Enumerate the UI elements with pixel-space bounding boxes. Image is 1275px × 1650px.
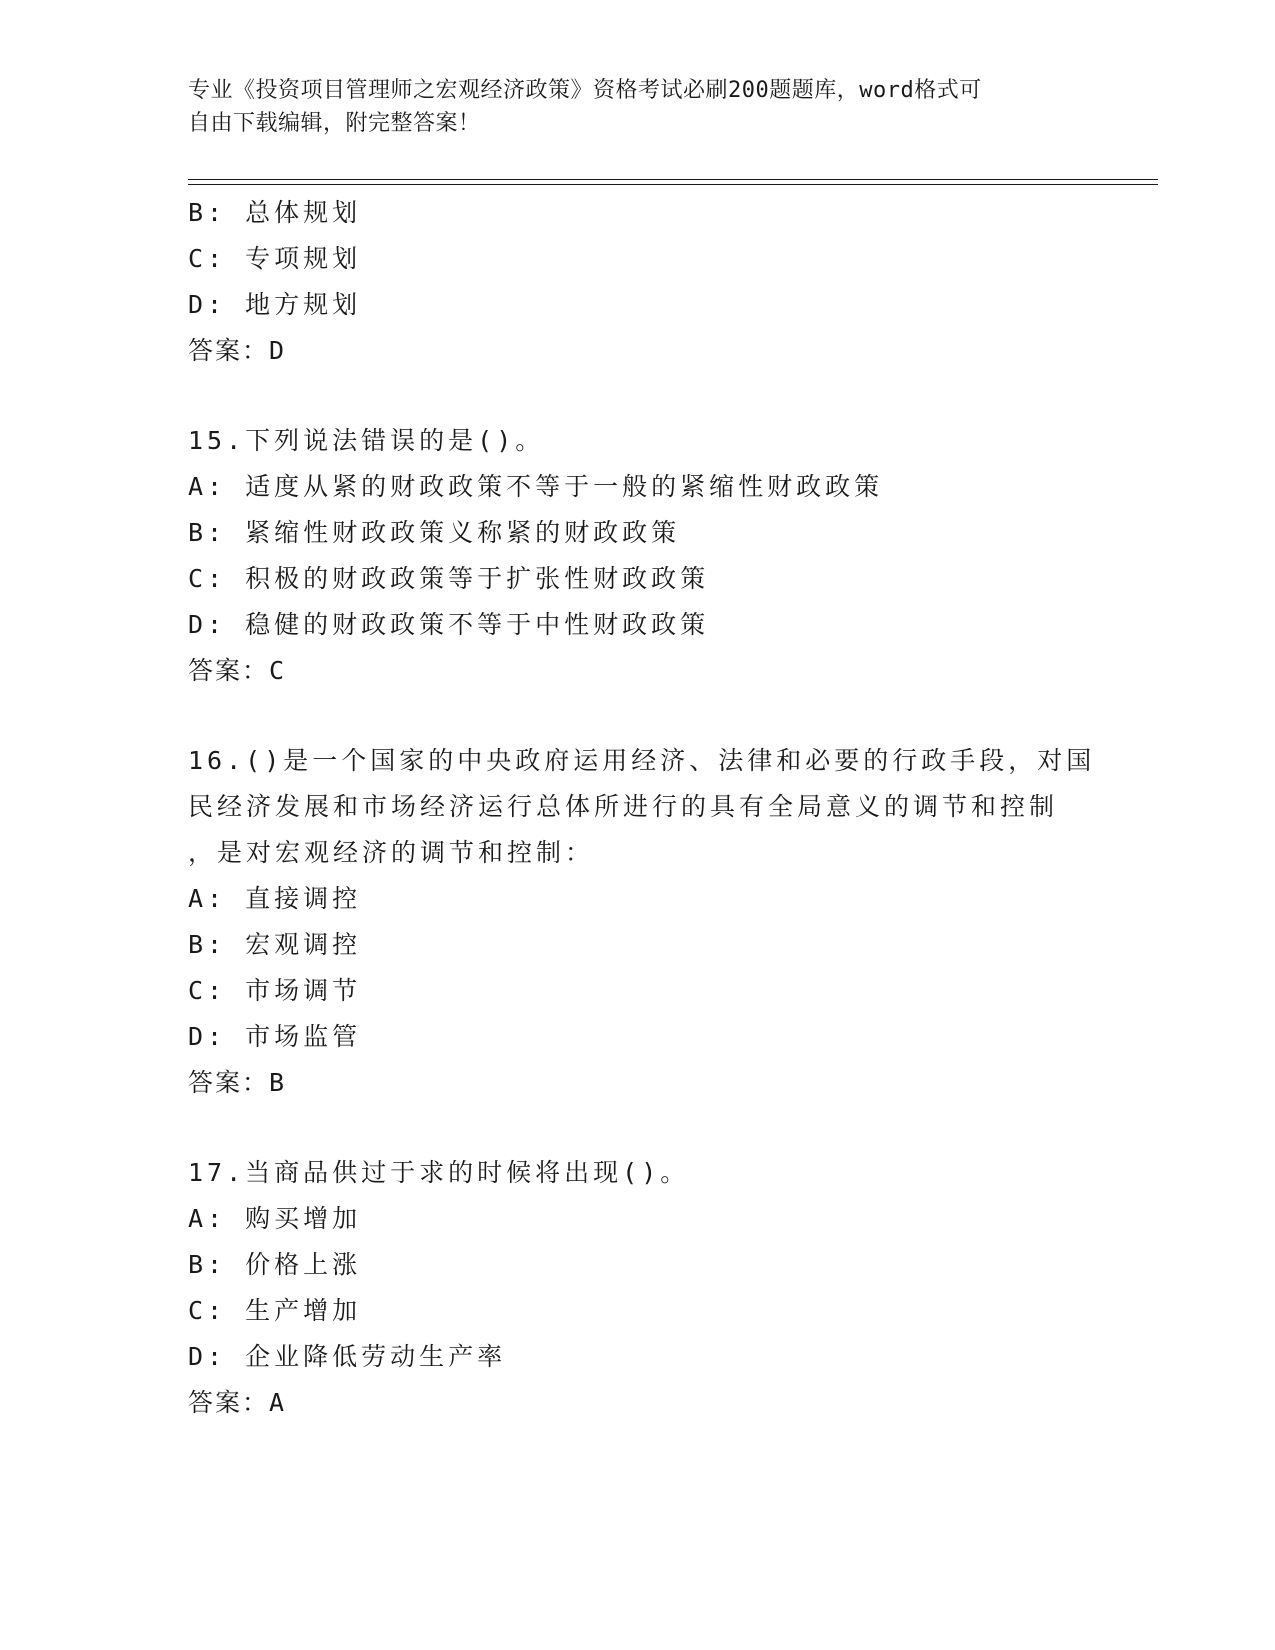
option-text: 积极的财政政策等于扩张性财政政策 xyxy=(245,564,710,593)
question-stem: 17.当商品供过于求的时候将出现()。 xyxy=(188,1158,690,1187)
answer-line: 答案：D xyxy=(188,336,287,365)
header-divider-bottom xyxy=(188,184,1158,185)
answer-line: 答案：B xyxy=(188,1068,287,1097)
question-16 xyxy=(188,738,1096,1106)
option-label: D: xyxy=(188,290,227,319)
option-text: 价格上涨 xyxy=(245,1250,362,1279)
question-spacer xyxy=(188,694,1088,738)
option-text: 适度从紧的财政政策不等于一般的紧缩性财政政策 xyxy=(245,472,884,501)
question-17 xyxy=(188,1150,1088,1426)
option-text: 宏观调控 xyxy=(245,930,362,959)
option-label: C: xyxy=(188,976,227,1005)
option-label: B: xyxy=(188,1250,227,1279)
option-b xyxy=(188,922,1088,968)
option-b xyxy=(188,510,1088,556)
document-header xyxy=(188,74,1088,140)
option-d xyxy=(188,1334,1088,1380)
question-spacer xyxy=(188,374,1088,418)
option-text: 直接调控 xyxy=(245,884,362,913)
header-divider-top xyxy=(188,179,1158,180)
option-d xyxy=(188,602,1088,648)
option-label: B: xyxy=(188,518,227,547)
question-15 xyxy=(188,418,1088,694)
option-a xyxy=(188,1196,1088,1242)
question-stem: 民经济发展和市场经济运行总体所进行的具有全局意义的调节和控制 xyxy=(188,792,1059,821)
option-text: 总体规划 xyxy=(245,198,362,227)
option-label: D: xyxy=(188,1342,227,1371)
option-label: C: xyxy=(188,564,227,593)
question-spacer xyxy=(188,1106,1088,1150)
question-stem: ，是对宏观经济的调节和控制： xyxy=(188,838,595,867)
option-label: A: xyxy=(188,1204,227,1233)
option-label: C: xyxy=(188,244,227,273)
option-c xyxy=(188,556,1088,602)
question-content xyxy=(188,190,1096,1426)
question-stem: 15.下列说法错误的是()。 xyxy=(188,426,545,455)
header-line-1: 专业《投资项目管理师之宏观经济政策》资格考试必刷200题题库，word格式可 xyxy=(188,78,982,103)
option-d xyxy=(188,282,1088,328)
answer-line: 答案：A xyxy=(188,1388,287,1417)
option-label: B: xyxy=(188,930,227,959)
prev-question xyxy=(188,190,1088,374)
option-c xyxy=(188,1288,1088,1334)
option-label: D: xyxy=(188,610,227,639)
option-text: 专项规划 xyxy=(245,244,362,273)
option-text: 稳健的财政政策不等于中性财政政策 xyxy=(245,610,710,639)
option-label: A: xyxy=(188,472,227,501)
option-c xyxy=(188,236,1088,282)
option-d xyxy=(188,1014,1088,1060)
question-stem: 16.()是一个国家的中央政府运用经济、法律和必要的行政手段，对国 xyxy=(188,746,1096,775)
option-text: 市场调节 xyxy=(245,976,362,1005)
option-label: A: xyxy=(188,884,227,913)
option-a xyxy=(188,464,1088,510)
option-label: B: xyxy=(188,198,227,227)
option-text: 生产增加 xyxy=(245,1296,362,1325)
answer-line: 答案：C xyxy=(188,656,287,685)
option-b xyxy=(188,190,1088,236)
header-line-2: 自由下载编辑，附完整答案！ xyxy=(188,111,481,136)
option-c xyxy=(188,968,1088,1014)
option-b xyxy=(188,1242,1088,1288)
option-text: 地方规划 xyxy=(245,290,362,319)
option-label: C: xyxy=(188,1296,227,1325)
option-text: 紧缩性财政政策义称紧的财政政策 xyxy=(245,518,681,547)
option-label: D: xyxy=(188,1022,227,1051)
option-a xyxy=(188,876,1088,922)
option-text: 市场监管 xyxy=(245,1022,362,1051)
option-text: 购买增加 xyxy=(245,1204,362,1233)
option-text: 企业降低劳动生产率 xyxy=(245,1342,507,1371)
